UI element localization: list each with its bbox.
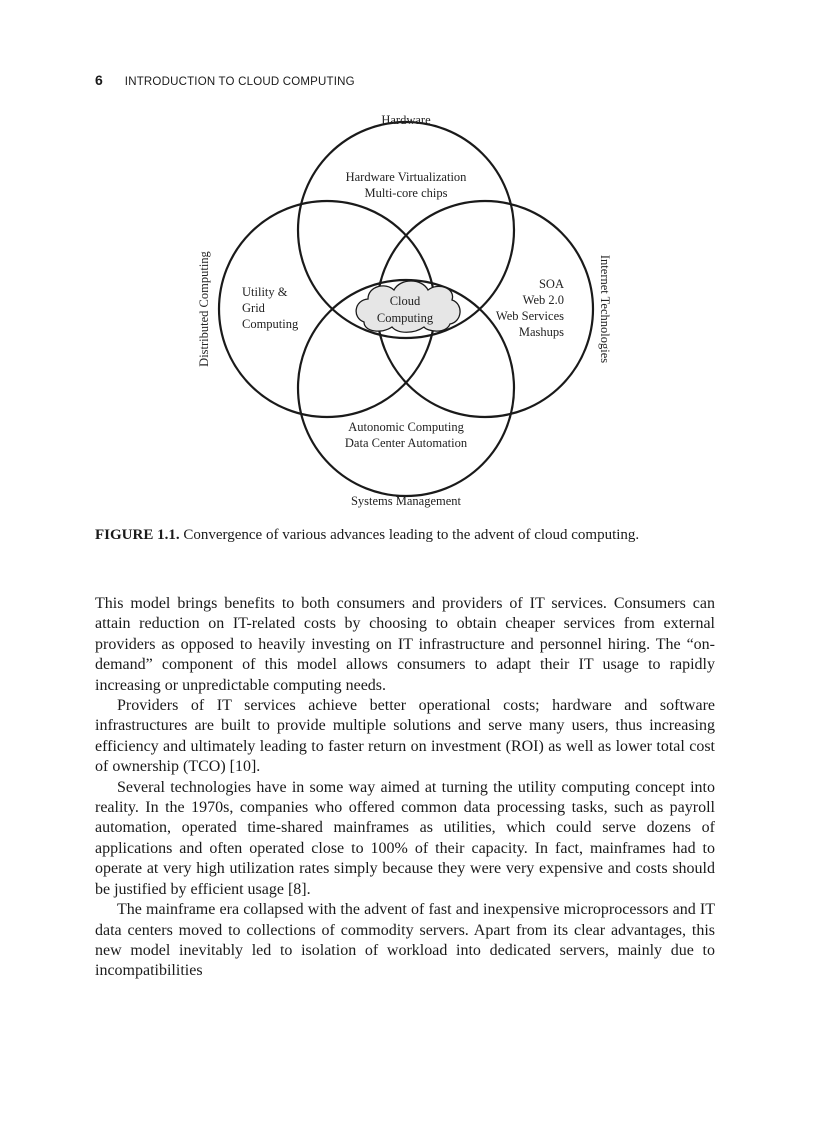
figure-caption [95, 525, 715, 545]
text-grid: Grid [242, 301, 265, 315]
text-hardware-virtualization: Hardware Virtualization [345, 170, 467, 184]
body-text [95, 594, 715, 982]
text-web-2-0: Web 2.0 [522, 293, 564, 307]
paragraph-3: Several technologies have in some way aimed at turning the utility computing concept into reality. In the 1970s, companies who offered common data processing tasks, such as payroll automation, operated time-shared mainframes as utilities, which could serve dozens of applications and often operated close to 100% of their capacity. In fact, mainframes had to operate at very high utilization rates simply because they were very expensive and costs should be justified by efficient usage [8]. [95, 778, 715, 898]
text-multi-core-chips: Multi-core chips [364, 186, 448, 200]
text-cloud-computing: Computing [376, 311, 434, 325]
label-hardware: Hardware [381, 113, 431, 127]
label-distributed-computing: Distributed Computing [197, 251, 211, 367]
label-systems-management: Systems Management [350, 494, 462, 508]
text-soa: SOA [538, 277, 564, 291]
paragraph-4: The mainframe era collapsed with the advent of fast and inexpensive microprocessors and IT data centers moved to collections of commodity servers. Apart from its clear advantages, this new model inevitably led to isolation of workload into dedicated servers, mainly due to incompatibilities [95, 901, 715, 980]
text-mashups: Mashups [518, 325, 564, 339]
text-autonomic-computing: Autonomic Computing [348, 420, 464, 434]
text-computing: Computing [242, 317, 299, 331]
running-title: INTRODUCTION TO CLOUD COMPUTING [124, 76, 355, 88]
text-web-services: Web Services [495, 309, 564, 323]
text-cloud: Cloud [389, 294, 421, 308]
paragraph-2: Providers of IT services achieve better operational costs; hardware and software infrastructures are built to provide multiple solutions and serve many users, thus increasing efficiency and ultimately leading to faster return on investment (ROI) as well as lower total cost of ownership (TCO) [10]. [95, 697, 715, 776]
venn-diagram [0, 0, 816, 520]
text-utility: Utility & [242, 285, 288, 299]
label-internet-technologies: Internet Technologies [598, 254, 612, 364]
caption-text: Convergence of various advances leading to the advent of cloud computing. [183, 527, 640, 543]
paragraph-1: This model brings benefits to both consumers and providers of IT services. Consumers can attain reduction on IT-related costs by choosing to obtain cheaper services from external providers as opposed to heavily investing on IT infrastructure and personnel hiring. The “on-demand” component of this model allows consumers to adapt their IT usage to rapidly increasing or unpredictable computing needs. [95, 595, 715, 694]
page-number: 6 [95, 72, 103, 88]
caption-label: FIGURE 1.1. [95, 527, 180, 543]
text-data-center-automation: Data Center Automation [344, 436, 468, 450]
